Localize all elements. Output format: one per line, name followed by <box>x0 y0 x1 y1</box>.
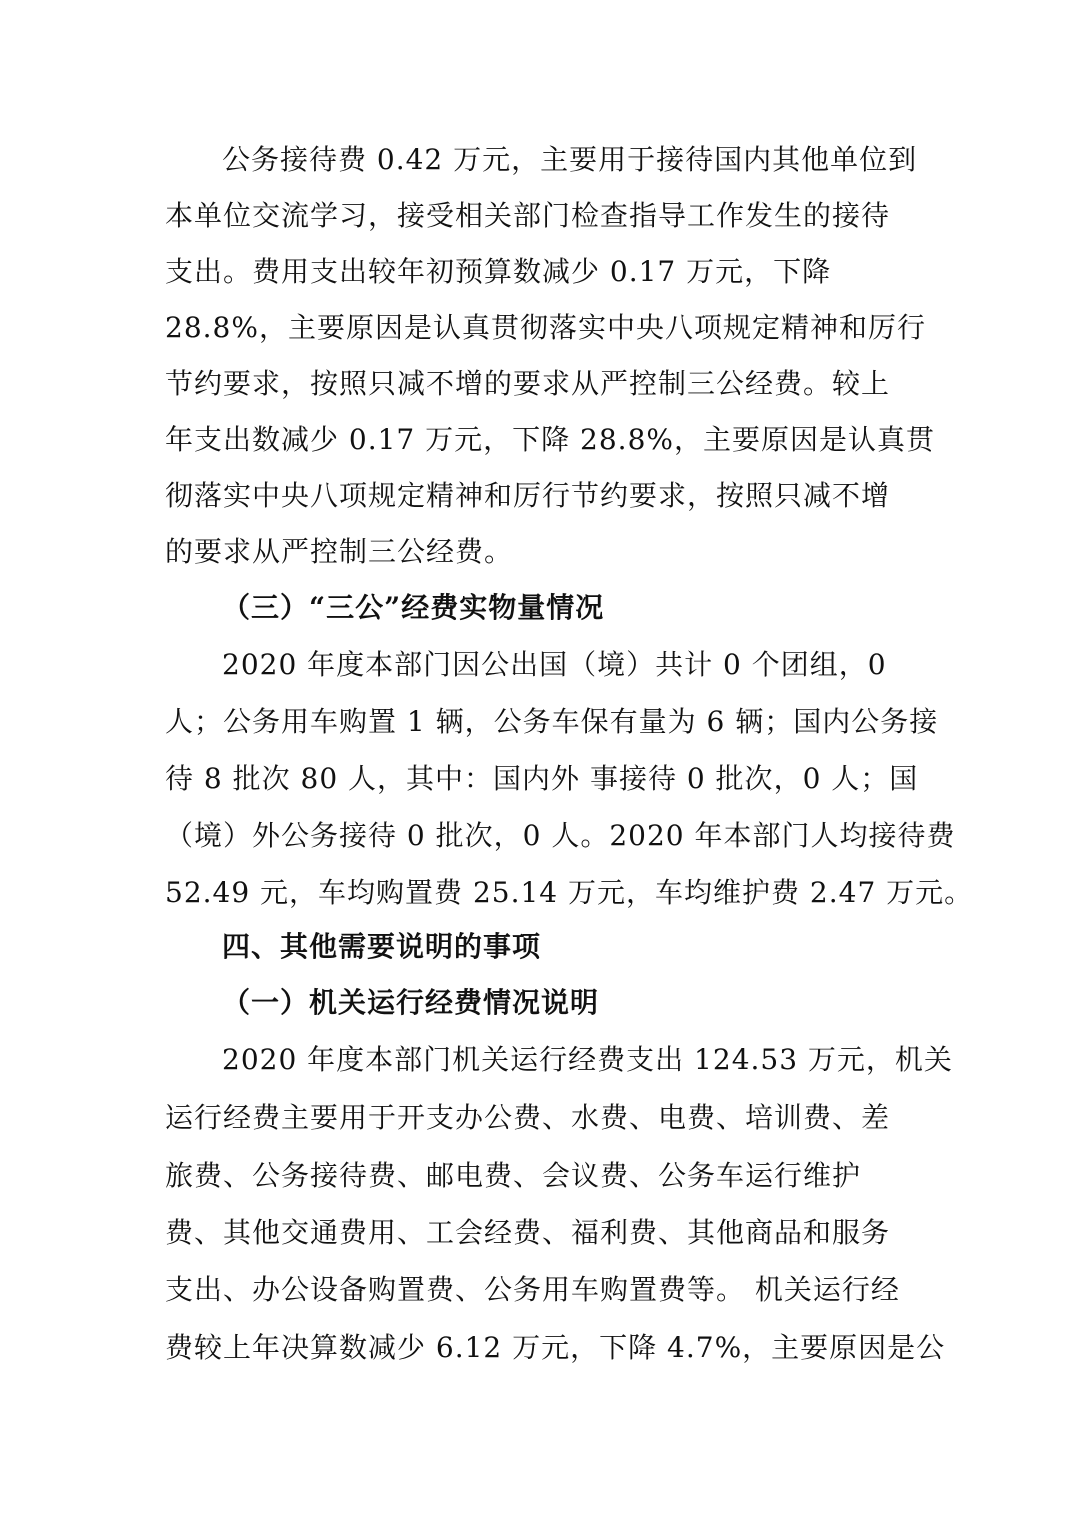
paragraph-line: 本单位交流学习，接受相关部门检查指导工作发生的接待 <box>165 199 891 232</box>
paragraph-line: 公务接待费 0.42 万元，主要用于接待国内其他单位到 <box>222 143 918 176</box>
paragraph-line: 支出、办公设备购置费、公务用车购置费等。 机关运行经 <box>165 1273 900 1306</box>
paragraph-line: （境）外公务接待 0 批次，0 人。2020 年本部门人均接待费 <box>165 819 956 852</box>
section-heading: （三）“三公”经费实物量情况 <box>222 591 605 624</box>
paragraph-line: 人；公务用车购置 1 辆，公务车保有量为 6 辆；国内公务接 <box>165 705 939 738</box>
paragraph-line: 待 8 批次 80 人，其中：国内外 事接待 0 批次，0 人；国 <box>165 762 919 795</box>
paragraph-line: 的要求从严控制三公经费。 <box>165 535 514 568</box>
paragraph-line: 彻落实中央八项规定精神和厉行节约要求，按照只减不增 <box>165 479 891 512</box>
subsection-heading: （一）机关运行经费情况说明 <box>222 986 600 1019</box>
paragraph-line: 年支出数减少 0.17 万元，下降 28.8%，主要原因是认真贯 <box>165 423 935 456</box>
paragraph-line: 2020 年度本部门因公出国（境）共计 0 个团组，0 <box>222 648 887 681</box>
paragraph-line: 旅费、公务接待费、邮电费、会议费、公务车运行维护 <box>165 1159 862 1192</box>
paragraph-line: 52.49 元，车均购置费 25.14 万元，车均维护费 2.47 万元。 <box>165 876 974 909</box>
paragraph-line: 费较上年决算数减少 6.12 万元，下降 4.7%，主要原因是公 <box>165 1331 946 1364</box>
paragraph-line: 节约要求，按照只减不增的要求从严控制三公经费。较上 <box>165 367 891 400</box>
paragraph-line: 28.8%，主要原因是认真贯彻落实中央八项规定精神和厉行 <box>165 311 926 344</box>
section-heading: 四、其他需要说明的事项 <box>222 930 542 963</box>
paragraph-line: 支出。费用支出较年初预算数减少 0.17 万元，下降 <box>165 255 832 288</box>
paragraph-line: 费、其他交通费用、工会经费、福利费、其他商品和服务 <box>165 1216 891 1249</box>
paragraph-line: 2020 年度本部门机关运行经费支出 124.53 万元，机关 <box>222 1043 953 1076</box>
paragraph-line: 运行经费主要用于开支办公费、水费、电费、培训费、差 <box>165 1101 891 1134</box>
